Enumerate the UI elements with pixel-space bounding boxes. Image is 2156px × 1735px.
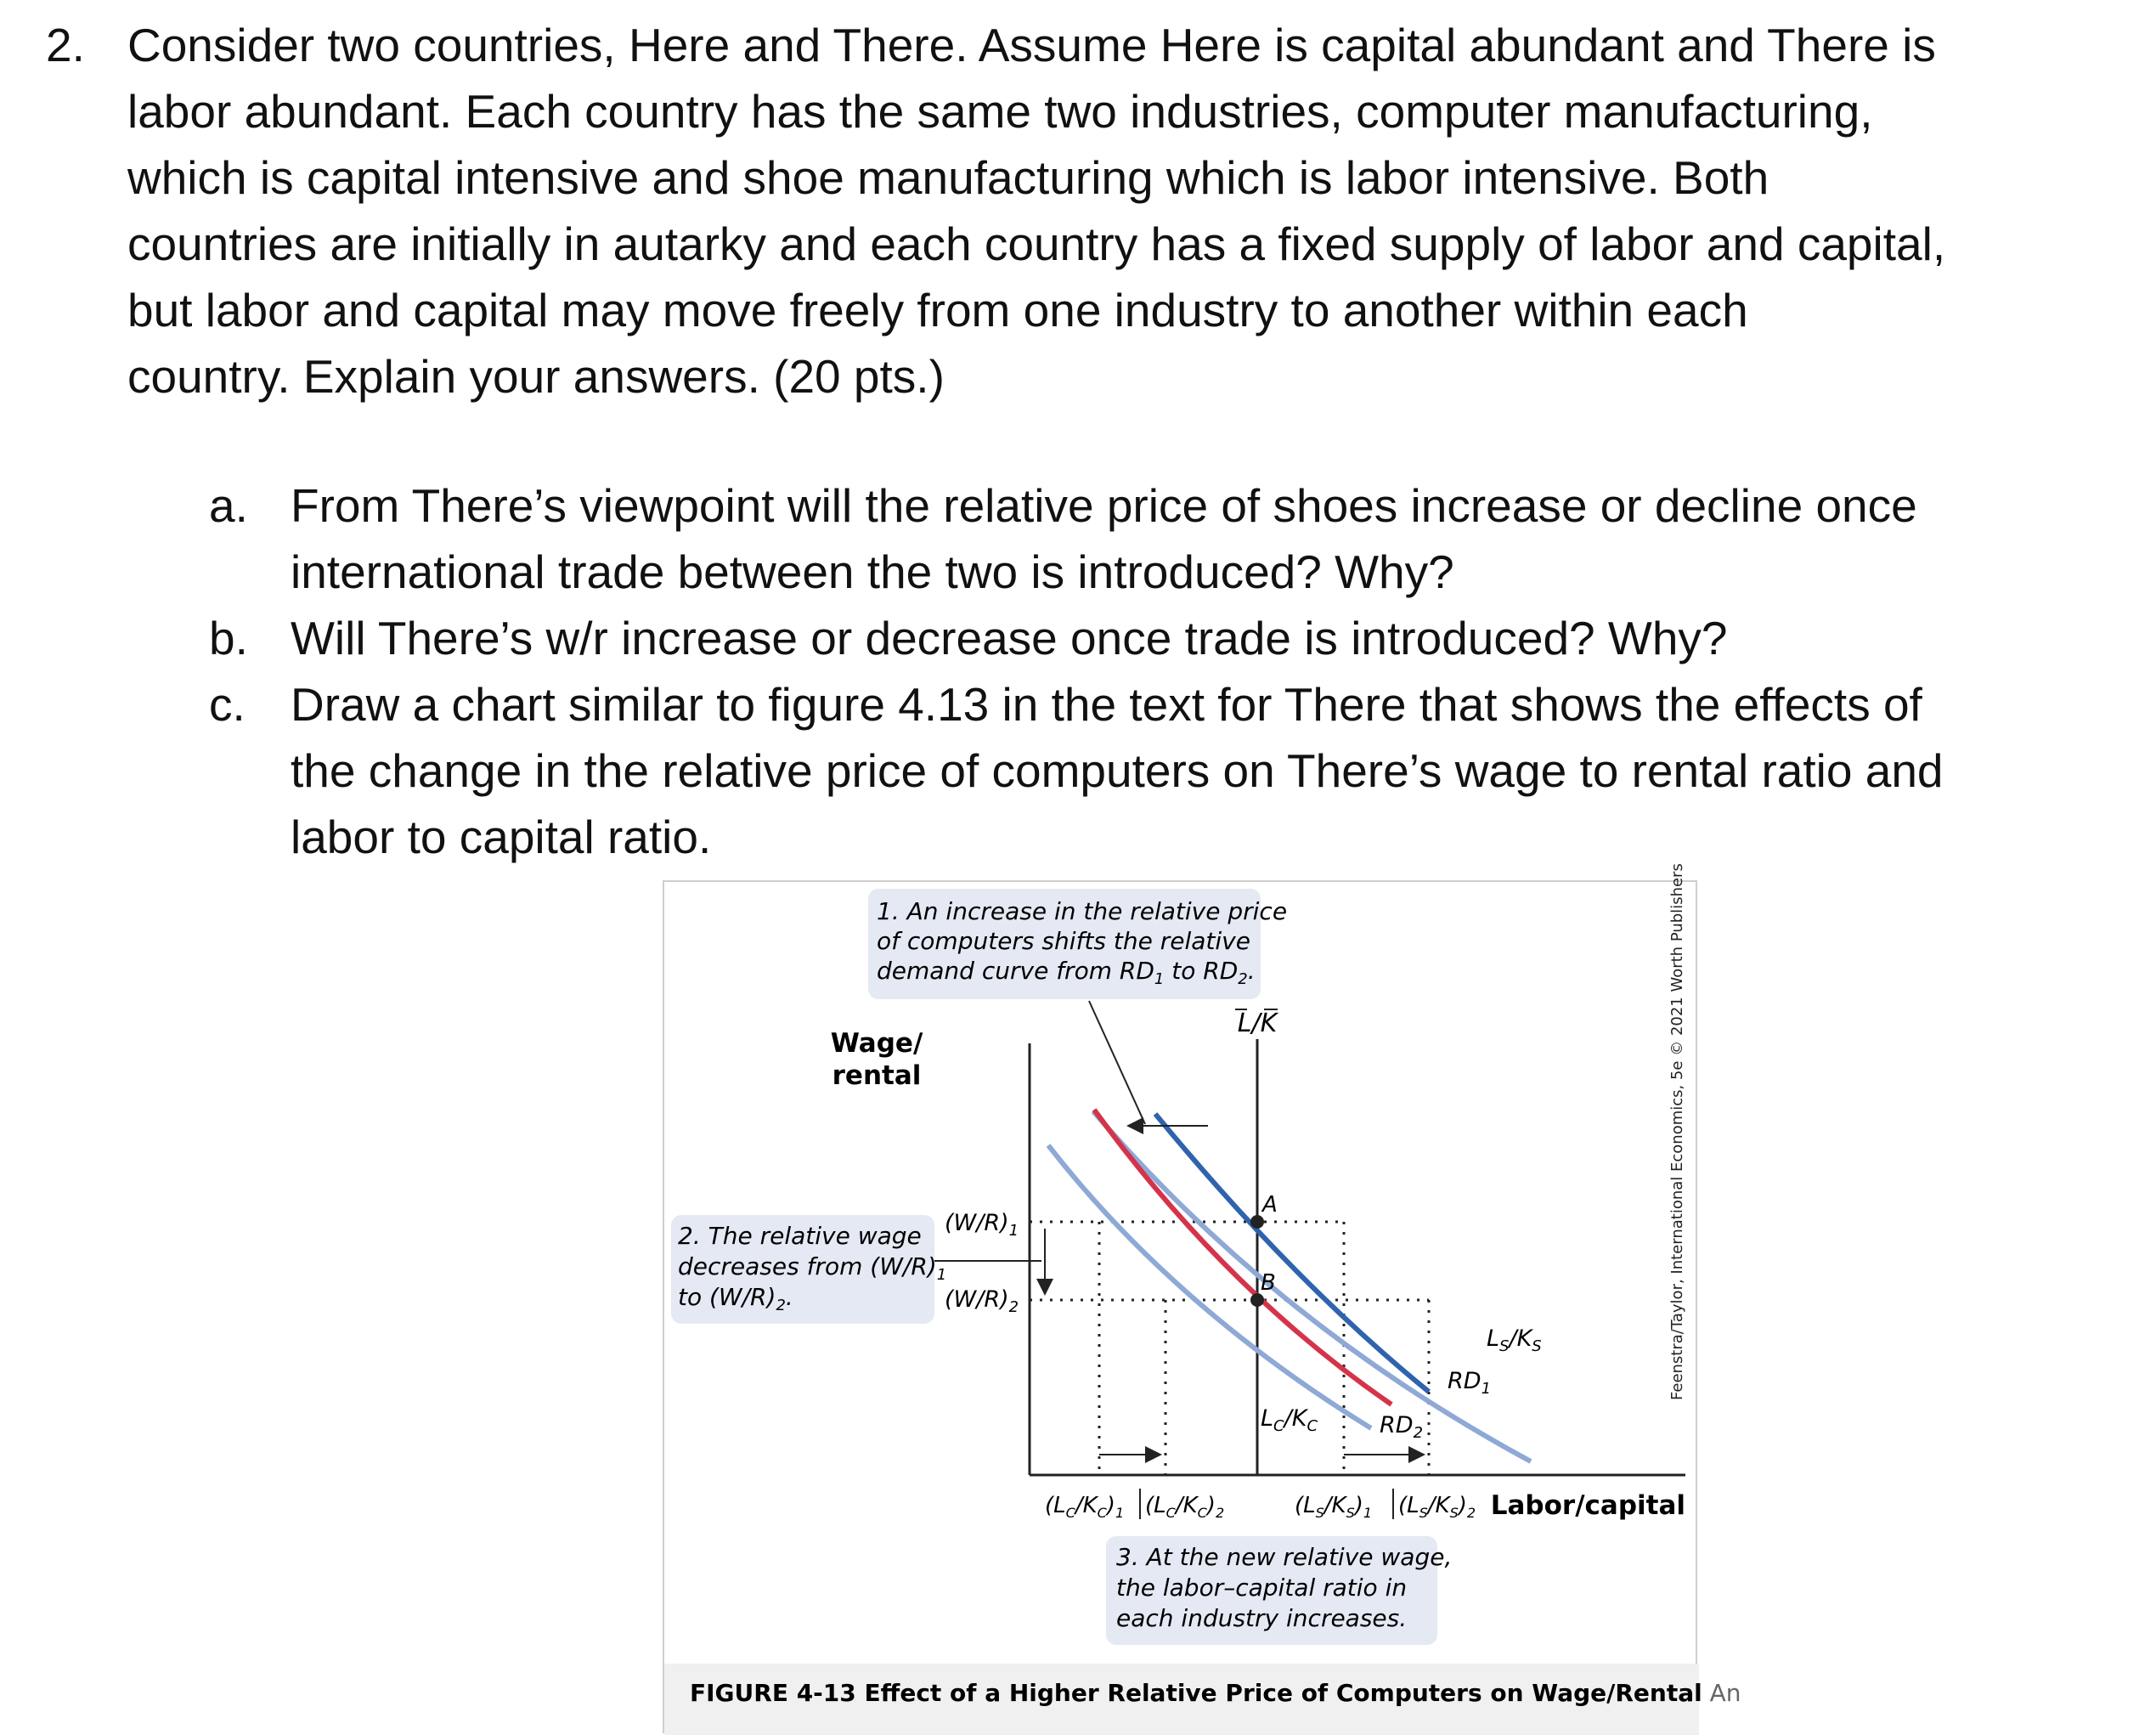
wr2-label: $(W/R)_2$ bbox=[945, 1286, 1019, 1316]
part-letter: a. bbox=[209, 479, 248, 532]
figure-svg bbox=[664, 863, 1741, 1735]
question-line: Consider two countries, Here and There. Assume Here is capital abundant and There is bbox=[127, 19, 1936, 71]
note2-line: decreases from $(W/R)_1$ bbox=[678, 1252, 947, 1284]
lc-kc-curve bbox=[1048, 1145, 1371, 1428]
y-axis-label: rental bbox=[832, 1060, 922, 1091]
part-line: labor to capital ratio. bbox=[291, 811, 712, 863]
note3-line: the labor–capital ratio in bbox=[1116, 1574, 1408, 1602]
question-line: which is capital intensive and shoe manufacturing which is labor intensive. Both bbox=[127, 151, 1769, 204]
ls-ks-label: $L_S/K_S$ bbox=[1487, 1325, 1542, 1355]
part-line: Will There’s w/r increase or decrease once trade is introduced? Why? bbox=[291, 612, 1728, 664]
question-text bbox=[127, 12, 2132, 410]
lc-kc-label: $L_C/K_C$ bbox=[1261, 1405, 1318, 1435]
x-tick-ls1: $(L_S/K_S)_1$ bbox=[1295, 1493, 1373, 1521]
x-axis-label: Labor/capital bbox=[1490, 1490, 1685, 1521]
question-line: country. Explain your answers. (20 pts.) bbox=[127, 350, 945, 403]
x-tick-lc2: $(L_C/K_C)_2$ bbox=[1145, 1493, 1225, 1521]
part-line: the change in the relative price of computers on There’s wage to rental ratio and bbox=[291, 744, 1944, 797]
note3-line: 3. At the new relative wage, bbox=[1116, 1543, 1453, 1571]
rd2-label: $RD_2$ bbox=[1380, 1412, 1424, 1442]
note1-rd1: demand curve from RD bbox=[877, 957, 1154, 985]
question-line: countries are initially in autarky and each country has a fixed supply of labor and capital, bbox=[127, 218, 1946, 270]
endowment-label: L/K bbox=[1237, 1009, 1278, 1038]
note2-line: 2. The relative wage bbox=[678, 1222, 922, 1250]
x-tick-lc1: $(L_C/K_C)_1$ bbox=[1045, 1493, 1125, 1521]
part-letter: c. bbox=[209, 678, 246, 731]
figure-4-13 bbox=[663, 863, 1741, 1733]
question-line: labor abundant. Each country has the same two industries, computer manufacturing, bbox=[127, 85, 1873, 138]
point-a-label: A bbox=[1262, 1192, 1278, 1218]
note3-line: each industry increases. bbox=[1116, 1604, 1408, 1632]
point-b-label: B bbox=[1261, 1270, 1276, 1296]
part-letter: b. bbox=[209, 612, 248, 664]
rd1-label: $RD_1$ bbox=[1448, 1368, 1492, 1398]
note1-line: 1. An increase in the relative price bbox=[877, 897, 1288, 925]
note1-line: demand curve from $RD_1$ to $RD_2$. bbox=[877, 957, 1256, 988]
question-line: but labor and capital may move freely from one industry to another within each bbox=[127, 284, 1748, 336]
x-tick-ls2: $(L_S/K_S)_2$ bbox=[1398, 1493, 1476, 1521]
part-line: international trade between the two is introduced? Why? bbox=[291, 545, 1454, 598]
rd2-curve bbox=[1094, 1110, 1391, 1404]
publisher-credit: Feenstra/Taylor, International Economics, 5e © 2021 Worth Publishers bbox=[1668, 863, 1686, 1400]
part-line: Draw a chart similar to figure 4.13 in the text for There that shows the effects of bbox=[291, 678, 1922, 731]
part-line: From There’s viewpoint will the relative price of shoes increase or decline once bbox=[291, 479, 1917, 532]
figure-caption: FIGURE 4-13 Effect of a Higher Relative Price of Computers on Wage/Rental An bbox=[690, 1679, 1741, 1707]
wr1-label: $(W/R)_1$ bbox=[945, 1210, 1019, 1240]
note1-rd2: to RD bbox=[1171, 957, 1239, 985]
note1-line: of computers shifts the relative bbox=[877, 927, 1250, 955]
question-number: 2. bbox=[46, 19, 85, 71]
note1-leader bbox=[1089, 1001, 1145, 1124]
rd1-curve bbox=[1155, 1114, 1429, 1392]
note2-line: to $(W/R)_2$. bbox=[678, 1283, 793, 1314]
y-axis-label: Wage/ bbox=[830, 1028, 923, 1059]
